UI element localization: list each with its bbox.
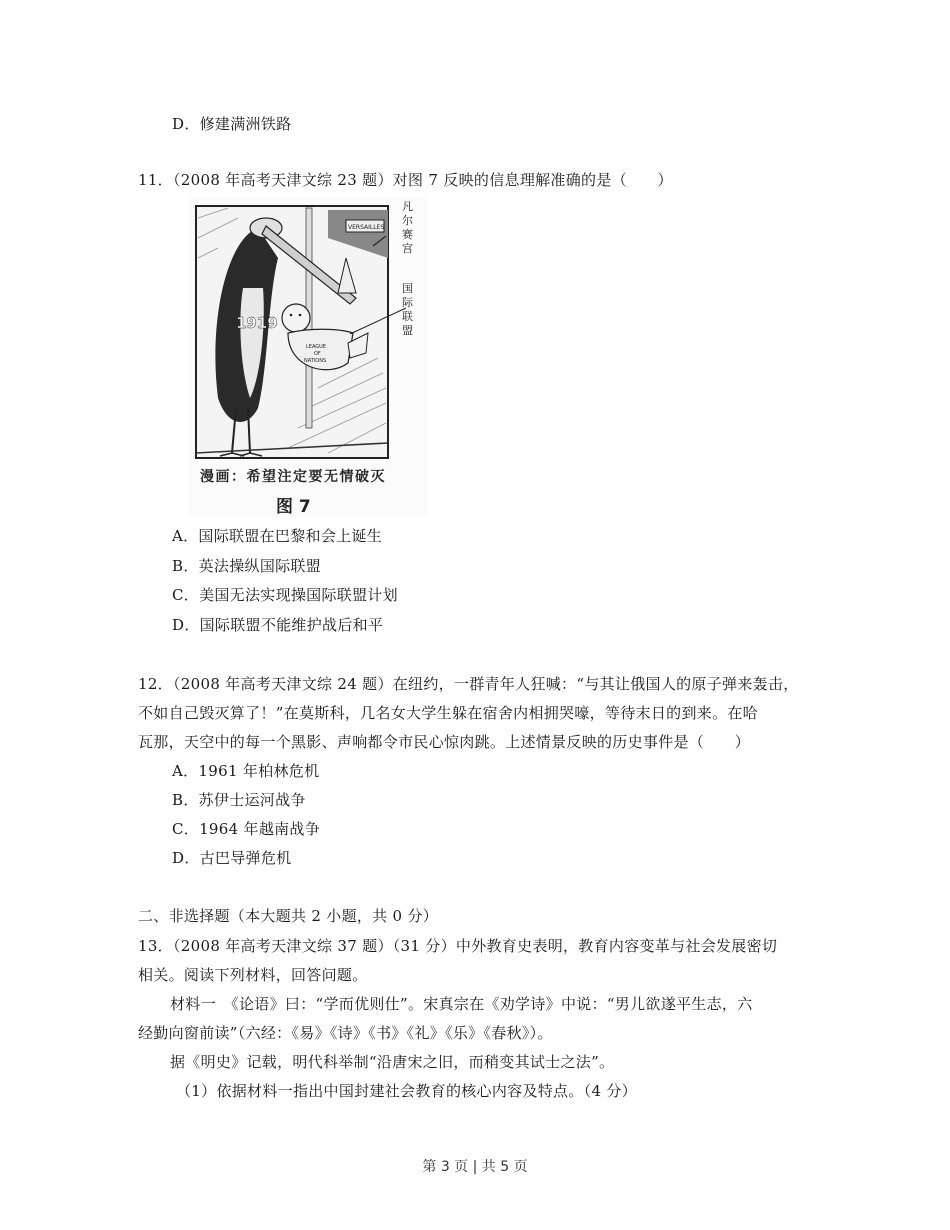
q12-option-a: A．1961 年柏林危机: [172, 762, 320, 780]
question-13-stem-line-2: 相关。阅读下列材料，回答问题。: [138, 966, 368, 984]
question-13-subquestion-1: （1）依据材料一指出中国封建社会教育的核心内容及特点。（4 分）: [176, 1082, 637, 1100]
question-13-stem-line-1: 13．（2008 年高考天津文综 37 题）（31 分）中外教育史表明，教育内容变革与社会发展密切: [138, 937, 778, 955]
figure-caption: 漫画：希望注定要无情破灭: [200, 469, 386, 485]
prev-question-option-d: D．修建满洲铁路: [172, 115, 292, 133]
figure-number: 图 7: [276, 497, 311, 517]
svg-text:NATIONS: NATIONS: [304, 358, 327, 364]
svg-text:LEAGUE: LEAGUE: [306, 344, 326, 350]
question-12-stem-line-1: 12．（2008 年高考天津文综 24 题）在纽约，一群青年人狂喊：“与其让俄国人的原子弹来轰击，: [138, 675, 799, 693]
material-1-line-1: 材料一 《论语》曰：“学而优则仕”。宋真宗在《劝学诗》中说：“男儿欲遂平生志，六: [170, 995, 753, 1013]
q11-option-d: D．国际联盟不能维护战后和平: [172, 616, 384, 634]
q12-option-b: B．苏伊士运河战争: [172, 791, 306, 809]
q12-option-c: C．1964 年越南战争: [172, 820, 321, 838]
label-versailles: 凡尔赛宫: [402, 200, 413, 255]
q11-option-b: B．英法操纵国际联盟: [172, 557, 322, 575]
q11-option-a: A．国际联盟在巴黎和会上诞生: [172, 527, 383, 545]
question-11-stem: 11．（2008 年高考天津文综 23 题）对图 7 反映的信息理解准确的是（ ）: [138, 171, 673, 189]
question-12-stem-line-2: 不如自己毁灭算了！”在莫斯科，几名女大学生躲在宿舍内相拥哭嚎，等待末日的到来。在哈: [138, 704, 758, 722]
svg-text:OF: OF: [314, 351, 321, 357]
section-2-heading: 二、非选择题（本大题共 2 小题，共 0 分）: [138, 907, 439, 925]
svg-text:VERSAILLES: VERSAILLES: [348, 224, 385, 231]
material-1-line-2: 经勤向窗前读”（六经：《易》《诗》《书》《礼》《乐》《春秋》）。: [138, 1024, 553, 1042]
q12-option-d: D．古巴导弹危机: [172, 849, 292, 867]
page-footer: 第 3 页 | 共 5 页: [422, 1159, 528, 1175]
question-12-stem-line-3: 瓦那，天空中的每一个黑影、声响都令市民心惊肉跳。上述情景反映的历史事件是（ ）: [138, 733, 751, 751]
q11-option-c: C．美国无法实现操国际联盟计划: [172, 586, 398, 604]
label-league-of-nations: 国际联盟: [402, 282, 413, 337]
svg-text:1919: 1919: [236, 314, 278, 332]
material-1-line-3: 据《明史》记载，明代科举制“沿唐宋之旧，而稍变其试士之法”。: [170, 1053, 615, 1071]
